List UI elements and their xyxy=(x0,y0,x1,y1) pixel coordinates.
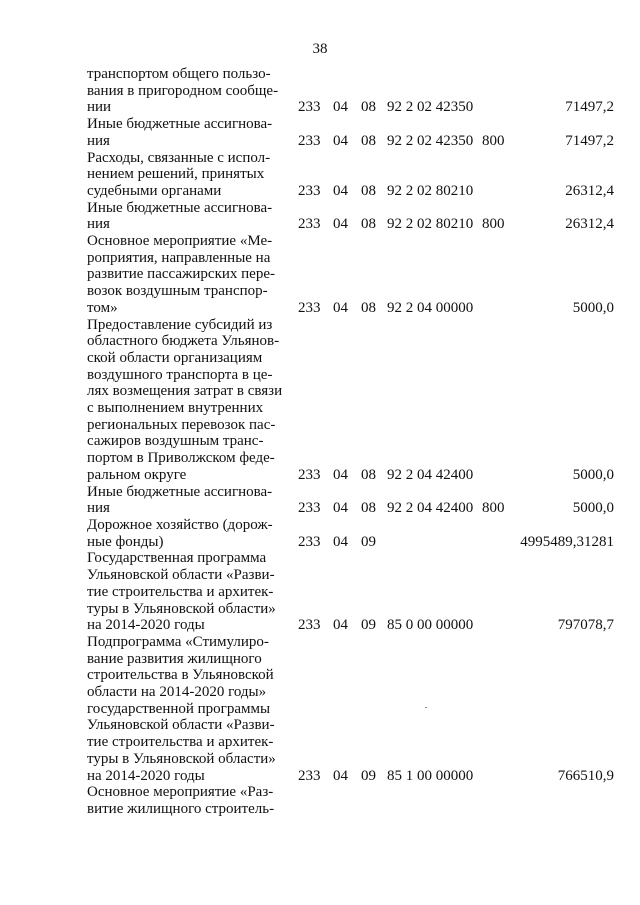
subsection-code: 08 xyxy=(361,182,376,199)
row-codes xyxy=(0,768,640,785)
description-line: тие строительства и архитек- xyxy=(87,583,274,600)
description-line: государственной программы xyxy=(87,700,271,717)
description-line: Иные бюджетные ассигнова- xyxy=(87,199,273,216)
description-line: Ульяновской области «Разви- xyxy=(87,567,275,584)
subsection-code: 08 xyxy=(361,500,376,517)
description-line: Основное мероприятие «Ме- xyxy=(87,233,273,250)
description-line: роприятия, направленные на xyxy=(87,249,271,266)
row-codes xyxy=(0,133,640,150)
subsection-code: 08 xyxy=(361,99,376,116)
description-line: транспортом общего пользо- xyxy=(87,66,271,82)
expense-type-code: 800 xyxy=(482,500,505,517)
ministry-code: 233 xyxy=(298,299,321,316)
table-row xyxy=(0,550,640,634)
section-code: 04 xyxy=(333,182,348,199)
table-row xyxy=(0,233,640,317)
description-line: ные фонды) xyxy=(87,533,164,550)
ministry-code: 233 xyxy=(298,767,321,784)
description-line: на 2014-2020 годы xyxy=(87,767,205,784)
description-line: Расходы, связанные с испол- xyxy=(87,149,271,166)
amount-value: 766510,9 xyxy=(557,767,614,784)
description-line: туры в Ульяновской области» xyxy=(87,750,276,767)
description-line: ральном округе xyxy=(87,466,187,483)
description-line: Государственная программа xyxy=(87,550,267,567)
row-codes xyxy=(0,216,640,233)
ministry-code: 233 xyxy=(298,617,321,634)
description-line: Ульяновской области «Разви- xyxy=(87,717,275,734)
target-article-code: 92 2 04 00000 xyxy=(387,299,474,316)
description-line: вания в пригородном сообще- xyxy=(87,82,279,99)
subsection-code: 08 xyxy=(361,132,376,149)
table-row xyxy=(0,784,640,817)
description-line: Предоставление субсидий из xyxy=(87,316,273,333)
amount-value: 797078,7 xyxy=(557,617,614,634)
page-number: 38 xyxy=(312,41,328,57)
subsection-code: 08 xyxy=(361,466,376,483)
budget-table xyxy=(0,66,640,818)
description-line: судебными органами xyxy=(87,182,222,199)
ministry-code: 233 xyxy=(298,182,321,199)
description-line: ской области организациям xyxy=(87,349,263,366)
amount-value: 26312,4 xyxy=(565,216,614,233)
subsection-code: 09 xyxy=(361,767,376,784)
description-line: возок воздушным транспор- xyxy=(87,283,268,300)
target-article-code: 92 2 02 80210 xyxy=(387,216,474,233)
row-codes xyxy=(0,183,640,200)
row-codes xyxy=(0,467,640,484)
description-line: областного бюджета Ульянов- xyxy=(87,333,280,350)
description-line: туры в Ульяновской области» xyxy=(87,600,276,617)
section-code: 04 xyxy=(333,617,348,634)
description-line: сажиров воздушным транс- xyxy=(87,433,264,450)
description-line: Дорожное хозяйство (дорож- xyxy=(87,516,273,533)
target-article-code: 92 2 02 42350 xyxy=(387,99,474,116)
description-line: Основное мероприятие «Раз- xyxy=(87,784,274,801)
amount-value: 5000,0 xyxy=(572,466,614,483)
table-row xyxy=(0,150,640,200)
table-row xyxy=(0,517,640,550)
section-code: 04 xyxy=(333,216,348,233)
table-row xyxy=(0,634,640,784)
amount-value: 26312,4 xyxy=(565,182,614,199)
description-line: воздушного транспорта в це- xyxy=(87,366,273,383)
description-line: с выполнением внутренних xyxy=(87,400,264,417)
target-article-code: 92 2 02 80210 xyxy=(387,182,474,199)
row-description xyxy=(87,634,288,784)
section-code: 04 xyxy=(333,533,348,550)
description-line: нии xyxy=(87,99,112,116)
description-line: витие жилищного строитель- xyxy=(87,800,275,817)
description-line: Иные бюджетные ассигнова- xyxy=(87,116,273,133)
description-line: ния xyxy=(87,500,110,517)
section-code: 04 xyxy=(333,132,348,149)
description-line: лях возмещения затрат в связи xyxy=(87,383,283,400)
target-article-code: 85 0 00 00000 xyxy=(387,617,474,634)
description-line: развитие пассажирских пере- xyxy=(87,266,275,283)
subsection-code: 08 xyxy=(361,216,376,233)
ministry-code: 233 xyxy=(298,216,321,233)
description-line: на 2014-2020 годы xyxy=(87,617,205,634)
expense-type-code: 800 xyxy=(482,132,505,149)
row-codes xyxy=(0,801,640,818)
description-line: ния xyxy=(87,216,110,233)
expense-type-code: 800 xyxy=(482,216,505,233)
amount-value: 71497,2 xyxy=(565,99,614,116)
amount-value: 4995489,31281 xyxy=(520,533,614,550)
description-line: вание развития жилищного xyxy=(87,650,262,667)
row-codes xyxy=(0,300,640,317)
amount-value: 5000,0 xyxy=(572,299,614,316)
subsection-code: 08 xyxy=(361,299,376,316)
subsection-code: 09 xyxy=(361,533,376,550)
table-row xyxy=(0,317,640,484)
ministry-code: 233 xyxy=(298,466,321,483)
description-line: портом в Приволжском феде- xyxy=(87,450,275,467)
target-article-code: 92 2 02 42350 xyxy=(387,132,474,149)
section-code: 04 xyxy=(333,99,348,116)
table-row xyxy=(0,116,640,149)
description-line: Иные бюджетные ассигнова- xyxy=(87,483,273,500)
ministry-code: 233 xyxy=(298,500,321,517)
section-code: 04 xyxy=(333,767,348,784)
section-code: 04 xyxy=(333,466,348,483)
description-line: области на 2014-2020 годы» xyxy=(87,684,267,701)
section-code: 04 xyxy=(333,299,348,316)
subsection-code: 09 xyxy=(361,617,376,634)
ministry-code: 233 xyxy=(298,533,321,550)
table-row xyxy=(0,200,640,233)
row-codes xyxy=(0,500,640,517)
target-article-code: 92 2 04 42400 xyxy=(387,466,474,483)
amount-value: 5000,0 xyxy=(572,500,614,517)
description-line: строительства в Ульяновской xyxy=(87,667,274,684)
row-codes xyxy=(0,99,640,116)
row-codes xyxy=(0,617,640,634)
description-line: региональных перевозок пас- xyxy=(87,416,276,433)
section-code: 04 xyxy=(333,500,348,517)
description-line: Подпрограмма «Стимулиро- xyxy=(87,633,269,650)
ministry-code: 233 xyxy=(298,99,321,116)
row-description xyxy=(87,317,288,484)
amount-value: 71497,2 xyxy=(565,132,614,149)
target-article-code: 92 2 04 42400 xyxy=(387,500,474,517)
table-row xyxy=(0,484,640,517)
description-line: тие строительства и архитек- xyxy=(87,734,274,751)
ministry-code: 233 xyxy=(298,132,321,149)
description-line: ния xyxy=(87,132,110,149)
description-line: том» xyxy=(87,299,118,316)
table-row xyxy=(0,66,640,116)
row-codes xyxy=(0,534,640,551)
scan-speck xyxy=(425,707,427,708)
description-line: нением решений, принятых xyxy=(87,166,265,183)
target-article-code: 85 1 00 00000 xyxy=(387,767,474,784)
